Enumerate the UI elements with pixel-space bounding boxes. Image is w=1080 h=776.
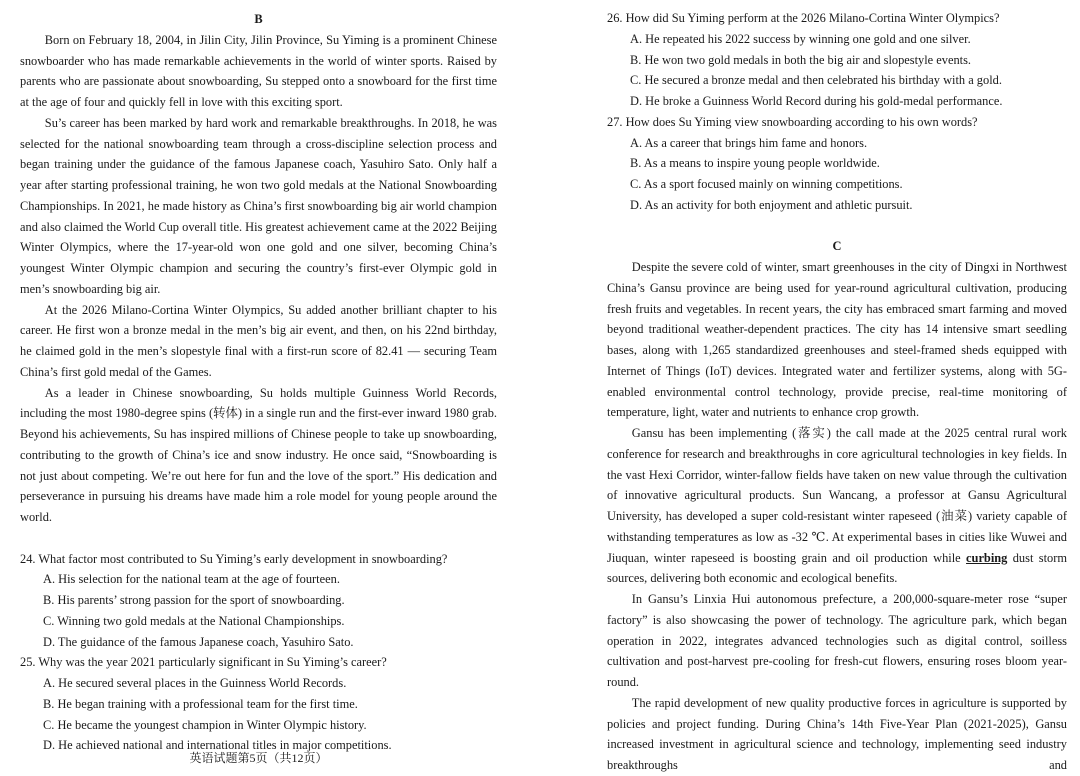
passage-c-paragraph: Despite the severe cold of winter, smart greenhouses in the city of Dingxi in Northwest China’s Gansu province are being used for year-round agricultural cultivation, producing fresh fruits and vegetables. In recent years, the city has embraced smart farming and moved beyond traditional weather-dependent practices. The city has 14 intensive smart seedling bases, along with 1,265 standardized greenhouses and steel-framed sheds equipped with Internet of Things (IoT) devices. Integrated water and fertilizer systems, along with 5G-enabled environmental control technology, provide precise, real-time monitoring of temperature, light, water and nutrients to enhance crop growth. <box>607 260 1067 420</box>
option-d: D. As an activity for both enjoyment and athletic pursuit. <box>630 197 913 212</box>
passage-b-paragraph: At the 2026 Milano-Cortina Winter Olympics, Su added another brilliant chapter to his career. He first won a bronze medal in the men’s big air event, and then, on his 22nd birthday, he claimed gold in the men’s slopestyle final with a first-run score of 82.41 — securing Team China’s first gold medal of the Games. <box>20 302 497 379</box>
passage-c-paragraph <box>607 423 1067 589</box>
option-c: C. Winning two gold medals at the National Championships. <box>43 613 345 628</box>
option-b: B. He won two gold medals in both the big air and slopestyle events. <box>630 52 972 67</box>
option-a: A. He secured several places in the Guinness World Records. <box>43 676 347 690</box>
option-a: A. He repeated his 2022 success by winning one gold and one silver. <box>630 31 971 46</box>
option-c: C. He secured a bronze medal and then celebrated his birthday with a gold. <box>630 73 1002 88</box>
text-segment: dust storm sources, delivering both economic and ecological benefits. <box>607 550 1068 586</box>
option-b: B. He began training with a professional team for the first time. <box>43 696 358 711</box>
option-c: C. As a sport focused mainly on winning competitions. <box>630 177 903 191</box>
option-c: C. He became the youngest champion in Winter Olympic history. <box>43 717 367 732</box>
question-stem: 27. How does Su Yiming view snowboarding according to his own words? <box>607 114 978 129</box>
passage-c-paragraph: In Gansu’s Linxia Hui autonomous prefecture, a 200,000-square-meter rose “super factory” is also showcasing the power of technology. The agriculture park, which began operation in 2022, integrates advanced technologies such as digital control, soilless cultivation and post-harvest pre-cooling for fresh-cut flowers, ensuring roses bloom year-round. <box>607 592 1067 689</box>
option-d: D. He broke a Guinness World Record during his gold-medal performance. <box>630 94 1003 108</box>
question-25 <box>20 652 497 756</box>
section-label-c: C <box>832 239 842 254</box>
underlined-word: curbing <box>966 550 1008 565</box>
question-24 <box>20 549 497 653</box>
question-27 <box>607 112 1067 216</box>
right-column <box>607 8 1067 776</box>
option-b: B. As a means to inspire young people worldwide. <box>630 156 880 171</box>
passage-b-paragraph: Su’s career has been marked by hard work and remarkable breakthroughs. In 2018, he was selected for the national snowboarding team through a cross-discipline selection process and began training under the guidance of the famous Japanese coach, Yasuhiro Sato. Only half a year after starting professional training, he won two gold medals at the National Snowboarding Championships. In 2021, he made history as China’s first snowboarding big air world champion and also claimed the World Cup overall title. His greatest achievement came at the 2022 Beijing Winter Olympics, where the 17-year-old won one gold and one silver, becoming China’s youngest Winter Olympic champion and securing the country’s first-ever Olympic gold in men’s snowboarding big air. <box>20 115 497 296</box>
option-a: A. As a career that brings him fame and honors. <box>630 135 868 150</box>
option-a: A. His selection for the national team at the age of fourteen. <box>43 572 340 587</box>
passage-b-paragraph: As a leader in Chinese snowboarding, Su holds multiple Guinness World Records, including the most 1980-degree spins (转体) in a single run and the first-ever inward 1980 grab. Beyond his achievements, Su has inspired millions of Chinese people to take up snowboarding, contributing to the growth of China’s ice and snow industry. He once said, “Snowboarding is not just about competing. We’re out here for fun and the love of the sport.” His dedication and perseverance in pursuing his dreams have made him a role model for young people around the world. <box>20 385 497 524</box>
left-column <box>20 9 497 756</box>
question-stem: 24. What factor most contributed to Su Yiming’s early development in snowboarding? <box>20 551 448 566</box>
question-stem: 25. Why was the year 2021 particularly significant in Su Yiming’s career? <box>20 655 387 670</box>
section-label-b: B <box>254 12 263 26</box>
passage-c-paragraph: The rapid development of new quality productive forces in agriculture is supported by policies and project funding. During China’s 14th Five-Year Plan (2021-2025), Gansu increased investment in agricultural science and technology, implementing seed industry breakthroughs and <box>607 695 1067 772</box>
text-segment: Gansu has been implementing (落实) the call made at the 2025 central rural work conference for research and breakthroughs in core agricultural technologies in key fields. In the vast Hexi Corridor, winter-fallow fields have taken on new value through the cultivation of innovative agricultural products. Sun Wancang, a professor at Gansu Agricultural University, has developed a super cold-resistant winter rapeseed (油菜) variety capable of withstanding temperatures as low as -32 ℃. At experimental bases in cities like Wuwei and Jiuquan, winter rapeseed is boosting grain and oil production while <box>607 426 1067 565</box>
page-footer: 英语试题第5页（共12页） <box>189 751 328 765</box>
passage-b-paragraph: Born on February 18, 2004, in Jilin City, Jilin Province, Su Yiming is a prominent Chinese snowboarder who has made remarkable achievements in the world of winter sports. Raised by parents who are passionate about snowboarding, Su stepped onto a snowboard for the first time at the age of four and quickly fell in love with this exciting sport. <box>20 32 497 109</box>
option-d: D. He achieved national and international titles in major competitions. <box>43 738 392 753</box>
option-d: D. The guidance of the famous Japanese coach, Yasuhiro Sato. <box>43 634 354 649</box>
option-b: B. His parents’ strong passion for the sport of snowboarding. <box>43 593 345 607</box>
question-26 <box>607 8 1067 112</box>
question-stem: 26. How did Su Yiming perform at the 2026 Milano-Cortina Winter Olympics? <box>607 11 1000 25</box>
